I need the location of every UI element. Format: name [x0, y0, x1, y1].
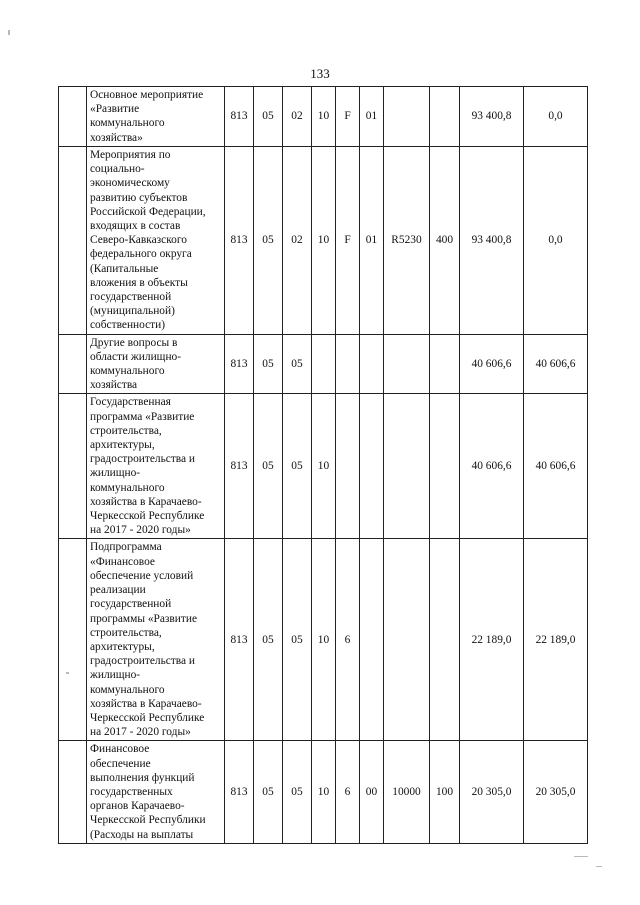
table-row	[59, 147, 588, 335]
target-code-part-2-cell: F	[336, 147, 360, 335]
target-code-part-1-cell: 10	[312, 147, 336, 335]
empty-cell	[59, 334, 87, 394]
empty-cell	[59, 539, 87, 741]
section-code-cell: 05	[254, 334, 283, 394]
target-code-part-1-cell: 10	[312, 539, 336, 741]
target-code-part-3-cell: 00	[360, 741, 384, 843]
subsection-code-cell: 05	[283, 394, 312, 539]
item-name-cell: Мероприятия по социально- экономическому развитию субъектов Российской Федерации, входящих в состав Северо-Кавказского федерального округа (Капитальные вложения в объекты государственной (муниципальной) собственности)	[87, 147, 225, 335]
target-code-part-4-cell: R5230	[384, 147, 430, 335]
scan-speck	[596, 866, 602, 867]
expense-type-cell	[430, 87, 460, 147]
target-code-part-4-cell: 10000	[384, 741, 430, 843]
item-name-cell: Финансовое обеспечение выполнения функций государственных органов Карачаево- Черкесской Республики (Расходы на выплаты	[87, 741, 225, 843]
item-name-cell: Государственная программа «Развитие строительства, архитектуры, градостроительства и жилищно- коммунального хозяйства в Карачаево- Черкесской Республике на 2017 - 2020 годы»	[87, 394, 225, 539]
ved-code-cell: 813	[225, 394, 254, 539]
target-code-part-4-cell	[384, 87, 430, 147]
amount-cell-2: 40 606,6	[524, 394, 588, 539]
target-code-part-2-cell: 6	[336, 539, 360, 741]
expense-type-cell: 100	[430, 741, 460, 843]
target-code-part-2-cell: F	[336, 87, 360, 147]
table-row	[59, 334, 588, 394]
amount-cell-2: 0,0	[524, 87, 588, 147]
item-name-cell: Другие вопросы в области жилищно- коммунального хозяйства	[87, 334, 225, 394]
expense-type-cell	[430, 539, 460, 741]
amount-cell-1: 20 305,0	[460, 741, 524, 843]
target-code-part-3-cell: 01	[360, 147, 384, 335]
scan-speck	[66, 672, 69, 674]
target-code-part-3-cell: 01	[360, 87, 384, 147]
target-code-part-2-cell	[336, 334, 360, 394]
expense-type-cell: 400	[430, 147, 460, 335]
table-row	[59, 741, 588, 843]
page-number: 133	[310, 66, 330, 81]
item-name-cell: Основное мероприятие «Развитие коммунального хозяйства»	[87, 87, 225, 147]
ved-code-cell: 813	[225, 147, 254, 335]
target-code-part-4-cell	[384, 334, 430, 394]
section-code-cell: 05	[254, 147, 283, 335]
table-row	[59, 539, 588, 741]
target-code-part-1-cell	[312, 334, 336, 394]
amount-cell-1: 40 606,6	[460, 334, 524, 394]
target-code-part-2-cell	[336, 394, 360, 539]
budget-table	[58, 86, 588, 844]
scan-speck	[8, 30, 10, 35]
amount-cell-2: 0,0	[524, 147, 588, 335]
expense-type-cell	[430, 334, 460, 394]
empty-cell	[59, 147, 87, 335]
ved-code-cell: 813	[225, 741, 254, 843]
amount-cell-1: 40 606,6	[460, 394, 524, 539]
target-code-part-3-cell	[360, 394, 384, 539]
target-code-part-2-cell: 6	[336, 741, 360, 843]
amount-cell-2: 40 606,6	[524, 334, 588, 394]
amount-cell-2: 22 189,0	[524, 539, 588, 741]
table-row	[59, 87, 588, 147]
item-name-cell: Подпрограмма «Финансовое обеспечение условий реализации государственной программы «Развитие строительства, архитектуры, градостроительства и жилищно- коммунального хозяйства в Карачаево- Черкесской Республике на 2017 - 2020 годы»	[87, 539, 225, 741]
expense-type-cell	[430, 394, 460, 539]
scan-speck	[574, 856, 588, 857]
amount-cell-1: 22 189,0	[460, 539, 524, 741]
ved-code-cell: 813	[225, 539, 254, 741]
section-code-cell: 05	[254, 741, 283, 843]
target-code-part-1-cell: 10	[312, 87, 336, 147]
amount-cell-1: 93 400,8	[460, 147, 524, 335]
amount-cell-1: 93 400,8	[460, 87, 524, 147]
empty-cell	[59, 87, 87, 147]
subsection-code-cell: 05	[283, 539, 312, 741]
ved-code-cell: 813	[225, 87, 254, 147]
subsection-code-cell: 05	[283, 334, 312, 394]
target-code-part-3-cell	[360, 539, 384, 741]
empty-cell	[59, 741, 87, 843]
target-code-part-4-cell	[384, 394, 430, 539]
target-code-part-3-cell	[360, 334, 384, 394]
amount-cell-2: 20 305,0	[524, 741, 588, 843]
section-code-cell: 05	[254, 394, 283, 539]
subsection-code-cell: 05	[283, 741, 312, 843]
section-code-cell: 05	[254, 87, 283, 147]
target-code-part-4-cell	[384, 539, 430, 741]
subsection-code-cell: 02	[283, 147, 312, 335]
section-code-cell: 05	[254, 539, 283, 741]
empty-cell	[59, 394, 87, 539]
table-row	[59, 394, 588, 539]
subsection-code-cell: 02	[283, 87, 312, 147]
target-code-part-1-cell: 10	[312, 394, 336, 539]
ved-code-cell: 813	[225, 334, 254, 394]
target-code-part-1-cell: 10	[312, 741, 336, 843]
